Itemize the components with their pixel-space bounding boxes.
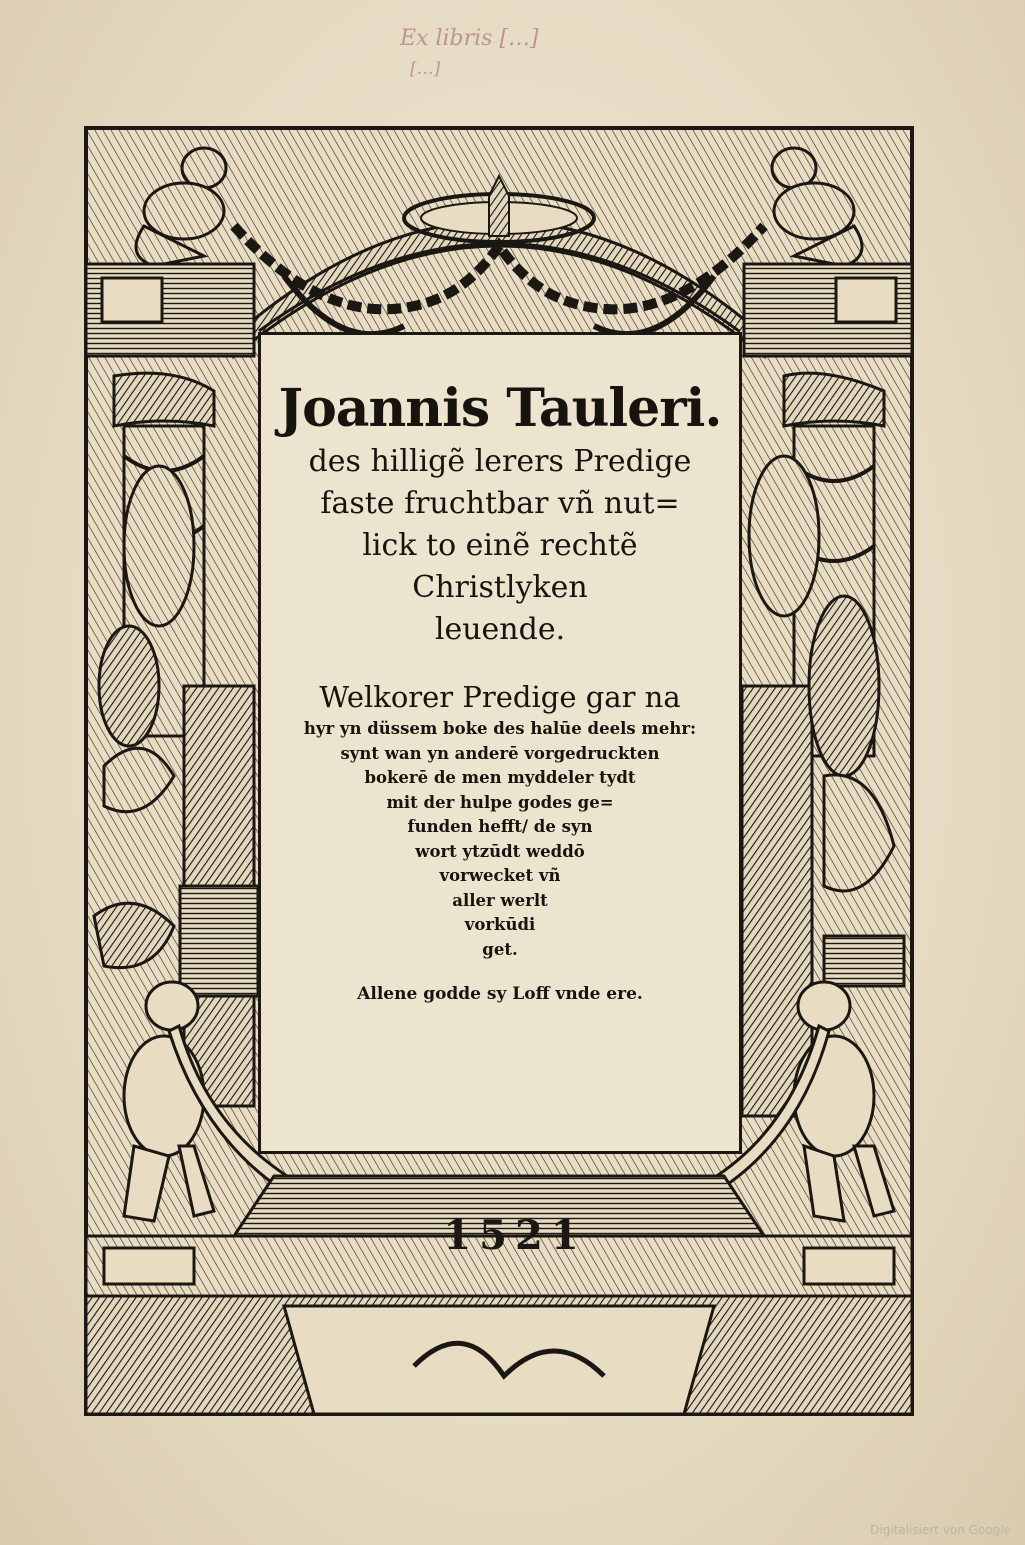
description-line: wort ytzūdt weddō <box>415 841 585 861</box>
inscription-line-2: […] <box>410 59 441 79</box>
description-line: mit der hulpe godes ge= <box>386 792 614 812</box>
imprint-year: 1521 <box>443 1212 587 1259</box>
inscription-line-1: Ex libris […] <box>400 26 539 51</box>
subtitle-line: faste fruchtbar vñ nut= <box>320 486 680 521</box>
description-line: hyr yn düssem boke des halūe deels mehr: <box>303 719 697 738</box>
description-line: bokerē de men myddeler tydt <box>364 768 636 787</box>
handwritten-inscription <box>400 24 800 104</box>
description-line: funden hefft/ de syn <box>407 817 593 836</box>
description-line: aller werlt <box>452 890 548 910</box>
description-line: vorwecket vñ <box>439 866 561 885</box>
description-line: vorkūdi <box>464 915 536 934</box>
title-panel <box>258 332 742 1154</box>
digitization-credit: Digitalisiert von Google <box>870 1523 1011 1537</box>
description <box>261 677 739 962</box>
closing-line: Allene godde sy Loff vnde ere. <box>357 984 643 1004</box>
description-line: get. <box>482 939 518 959</box>
description-line: synt wan yn anderē vorgedruckten <box>340 743 660 763</box>
description-lead: Welkorer Predige gar na <box>319 680 681 714</box>
subtitle-line: des hilligẽ lerers Predige <box>308 444 692 479</box>
subtitle-line: leuende. <box>434 612 566 647</box>
book-title: Joannis Tauleri. <box>278 378 722 439</box>
subtitle-line: Christlyken <box>412 570 588 605</box>
subtitle <box>261 441 739 651</box>
subtitle-line: lick to einẽ rechtẽ <box>362 528 638 563</box>
